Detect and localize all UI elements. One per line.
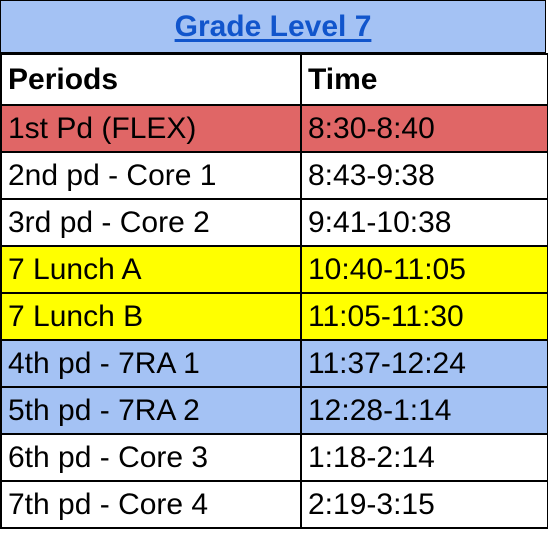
period-cell: 7th pd - Core 4 (1, 481, 301, 528)
time-header: Time (301, 54, 548, 105)
period-cell: 3rd pd - Core 2 (1, 199, 301, 246)
time-cell: 11:05-11:30 (301, 293, 548, 340)
grade-level-title-link[interactable]: Grade Level 7 (174, 9, 372, 43)
time-cell: 1:18-2:14 (301, 434, 548, 481)
time-cell: 11:37-12:24 (301, 340, 548, 387)
period-cell: 7 Lunch A (1, 246, 301, 293)
table-row (1, 340, 548, 387)
table-row (1, 434, 548, 481)
period-cell: 2nd pd - Core 1 (1, 152, 301, 199)
time-cell: 10:40-11:05 (301, 246, 548, 293)
table-row (1, 481, 548, 528)
table-row (1, 246, 548, 293)
table-row (1, 387, 548, 434)
table-row (1, 105, 548, 152)
period-cell: 5th pd - 7RA 2 (1, 387, 301, 434)
time-cell: 12:28-1:14 (301, 387, 548, 434)
table-row (1, 293, 548, 340)
periods-header: Periods (1, 54, 301, 105)
time-cell: 2:19-3:15 (301, 481, 548, 528)
period-cell: 4th pd - 7RA 1 (1, 340, 301, 387)
time-cell: 9:41-10:38 (301, 199, 548, 246)
period-cell: 7 Lunch B (1, 293, 301, 340)
table-row (1, 152, 548, 199)
period-cell: 1st Pd (FLEX) (1, 105, 301, 152)
bell-schedule-table (0, 53, 548, 529)
period-cell: 6th pd - Core 3 (1, 434, 301, 481)
title-band (0, 0, 546, 53)
time-cell: 8:43-9:38 (301, 152, 548, 199)
table-row (1, 199, 548, 246)
header-row (1, 54, 548, 105)
time-cell: 8:30-8:40 (301, 105, 548, 152)
